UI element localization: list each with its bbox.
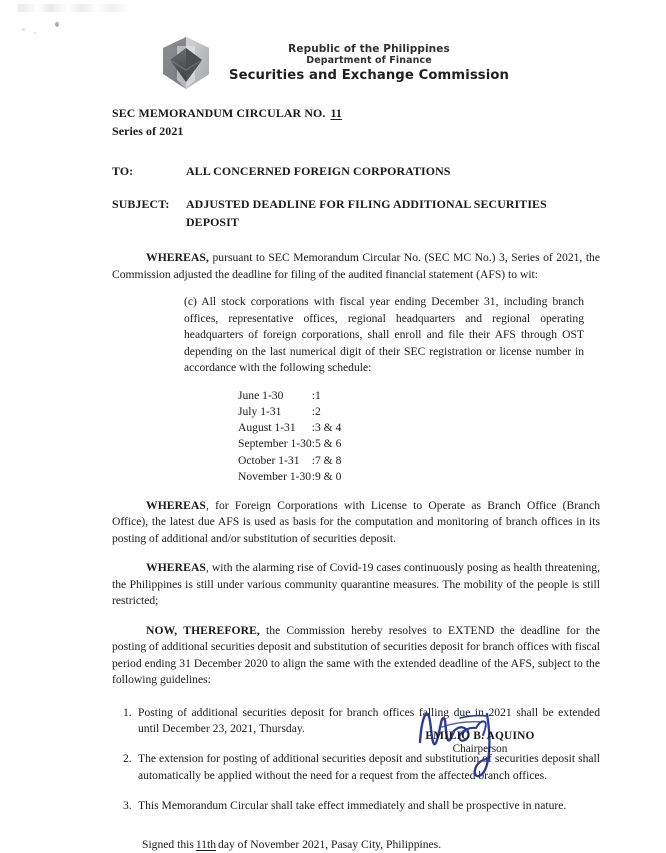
letterhead [0,36,666,90]
table-row [238,453,341,469]
circular-number-line [112,104,600,122]
schedule-separator: : [311,404,315,418]
whereas-paragraph-1 [112,250,600,283]
quoted-clause-block [184,294,584,376]
signed-prefix: Signed this [142,837,194,851]
whereas-1-text: pursuant to SEC Memorandum Circular No. (SEC MC No.) 3, Series of 2021, the Commission adjusted the deadline for filing of the audited financial statement (AFS) to wit: [112,251,600,281]
schedule-period: July 1-31 [238,404,282,418]
guideline-text: The extension for posting of additional securities deposit and substitution of securities deposit shall automatically be applied without the need for a request from the affected branch offices. [138,752,600,782]
schedule-digits: 3 & 4 [314,421,342,435]
schedule-digits: 9 & 0 [314,469,342,483]
schedule-separator: : [311,453,315,467]
sec-hexagon-seal-icon [157,36,215,90]
signed-day: 11th [195,837,217,851]
whereas-2-lead: WHEREAS [146,498,206,512]
signatory-name: EMILIO B. AQUINO [425,730,535,742]
to-value: ALL CONCERNED FOREIGN CORPORATIONS [186,163,451,178]
schedule-separator: : [311,421,315,435]
circular-series: Series of 2021 [112,124,184,139]
subject-row [112,196,600,232]
addressing-block [112,163,600,232]
signed-date-line [112,837,600,853]
whereas-3-text: , with the alarming rise of Covid-19 cases continuously posing as health threatening, the Philippines is still under various community quarantine measures. The mobility of the people is still restricted; [112,561,600,608]
guideline-number: 2. [123,752,132,766]
whereas-paragraph-2 [112,498,600,547]
resolution-lead: NOW, THEREFORE, [146,623,260,637]
circular-label: SEC MEMORANDUM CIRCULAR NO. [112,106,326,120]
schedule-period: September 1-30 [238,437,312,451]
circular-title-block [112,104,600,141]
guideline-text: Posting of additional securities deposit for branch offices falling due in 2021 shall be extended until December 23, 2021, Thursday. [138,705,600,735]
letterhead-line-republic: Republic of the Philippines [288,42,450,55]
scan-artifact-speck [22,28,25,31]
circular-number: 11 [330,106,342,120]
subject-value: ADJUSTED DEADLINE FOR FILING ADDITIONAL SECURITIES DEPOSIT [186,196,547,229]
schedule-period: October 1-31 [238,453,300,467]
guideline-text: This Memorandum Circular shall take effect immediately and shall be prospective in nature. [138,799,567,813]
schedule-separator: : [311,388,315,402]
schedule-separator: : [311,469,315,483]
table-row [238,420,341,436]
letterhead-line-commission: Securities and Exchange Commission [229,67,509,83]
to-label: TO: [112,163,134,178]
guideline-number: 1. [123,705,132,719]
resolution-paragraph [112,623,600,689]
table-row [238,388,341,404]
letterhead-line-department: Department of Finance [306,55,432,67]
list-item [112,751,600,784]
to-row [112,163,600,181]
resolution-text: the Commission hereby resolves to EXTEND the deadline for the posting of additional securities deposit and substitution of securities deposit for branch offices with fiscal period ending 31 December 2020 to align the same with the extended deadline of the AFS, subject to the following guidelines: [112,623,601,687]
guideline-number: 3. [123,799,132,813]
table-row [238,404,341,420]
schedule-separator: : [311,437,315,451]
schedule-digits: 1 [314,388,321,402]
signatory-role: Chairperson [452,743,508,755]
schedule-period: November 1-30 [238,469,312,483]
schedule-rows [238,388,341,485]
scan-artifact-smudge [18,4,128,12]
filing-schedule-table [238,388,341,485]
signed-suffix: day of November 2021, Pasay City, Philippines. [218,837,442,851]
list-item [112,798,600,814]
whereas-2-text: , for Foreign Corporations with License to Operate as Branch Office (Branch Office), the latest due AFS is used as basis for the computation and monitoring of branch offices in its posting of additional and/or substitution of securities deposit. [112,498,600,545]
signature-block [380,700,580,755]
scan-artifact-speck [34,32,36,34]
schedule-period: August 1-31 [238,421,296,435]
scan-artifact-speck [55,22,59,27]
whereas-3-lead: WHEREAS [146,561,206,575]
schedule-digits: 2 [314,404,321,418]
schedule-period: June 1-30 [238,388,284,402]
subject-label: SUBJECT: [112,196,170,211]
quoted-clause-text: (c) All stock corporations with fiscal year ending December 31, including branch offices, representative offices, regional headquarters and regional operating headquarters of foreign corporations, shall enroll and file their AFS through OST depending on the last numerical digit of their SEC registration or license number in accordance with the following schedule: [184,295,584,375]
table-row [238,436,341,452]
whereas-paragraph-3 [112,560,600,609]
whereas-1-lead: WHEREAS, [146,251,209,265]
table-row [238,469,341,485]
schedule-digits: 5 & 6 [314,437,342,451]
schedule-digits: 7 & 8 [314,453,342,467]
